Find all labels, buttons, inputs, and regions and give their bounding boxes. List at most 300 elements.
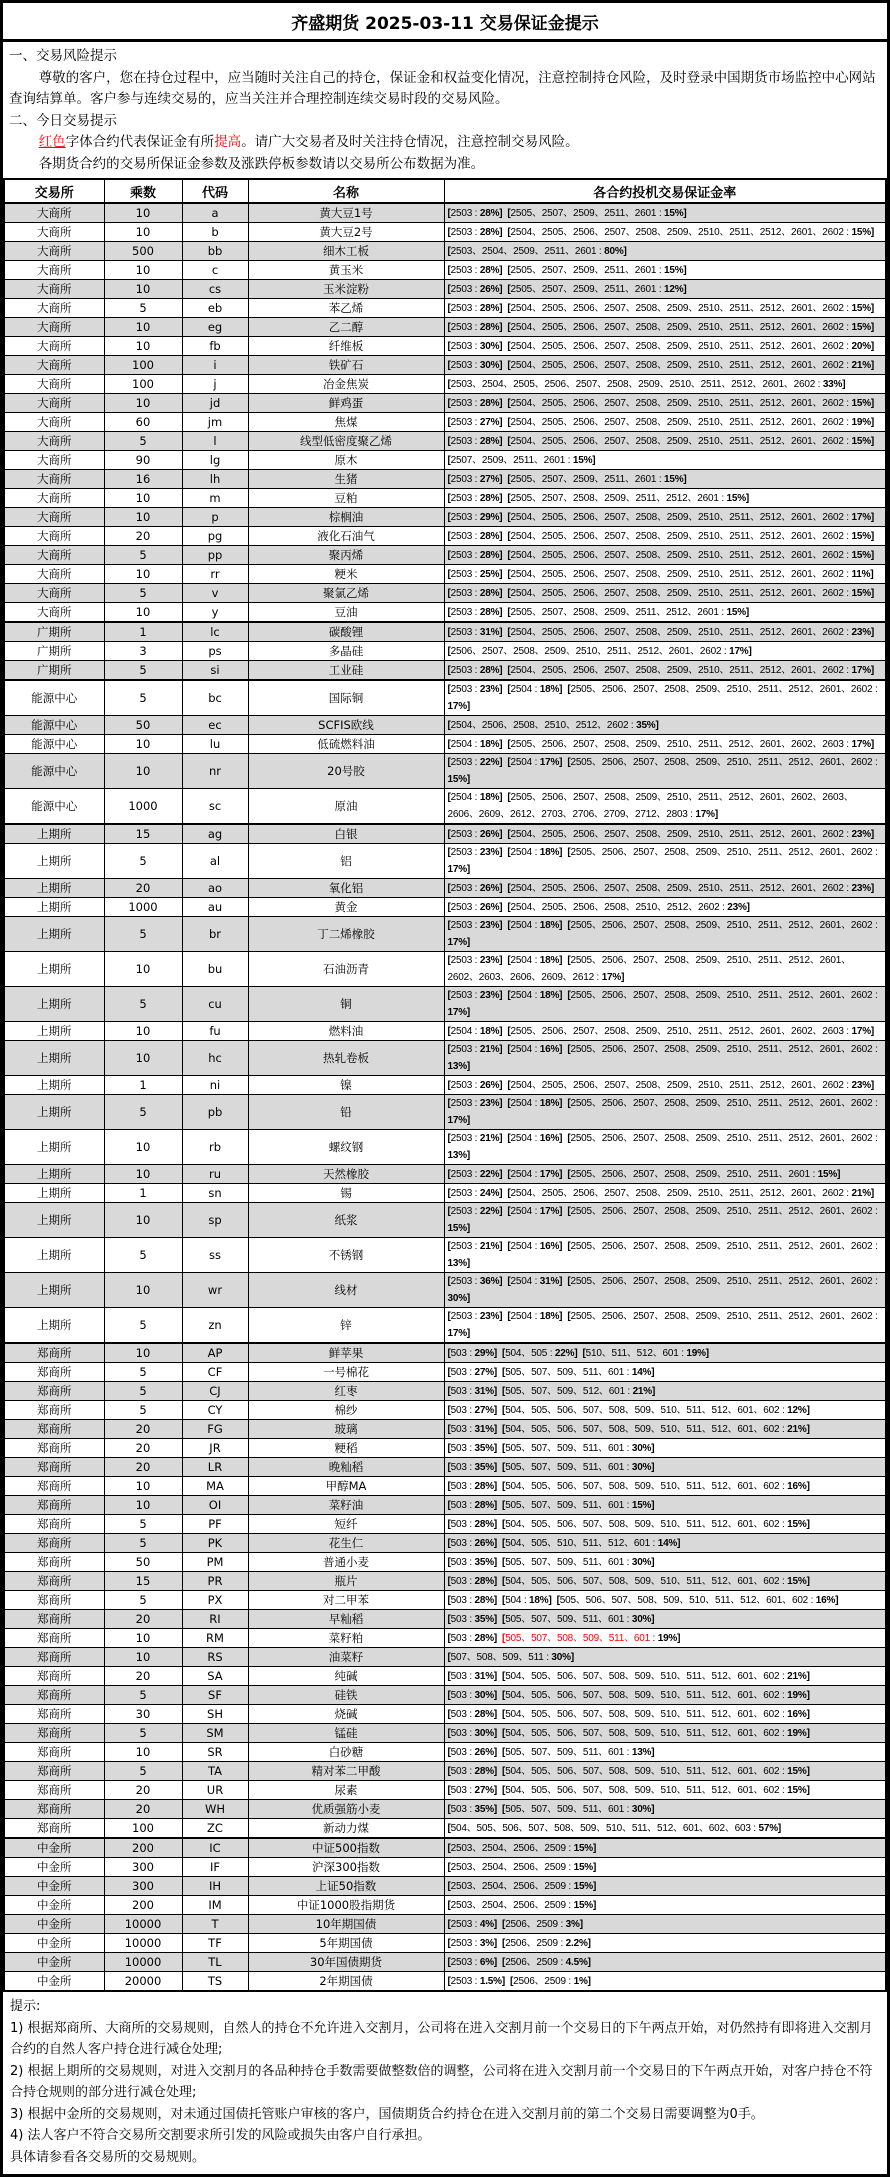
table-row: [4, 1382, 886, 1401]
name-cell: 红枣: [248, 1382, 444, 1401]
exchange-cell: 大商所: [4, 413, 104, 432]
rate-segment: [504、505、506、507、508、509、510、511、512、601、602 : 12%]: [502, 1404, 810, 1416]
rate-segment: [503 : 28%]: [447, 1765, 498, 1777]
table-row: [4, 1572, 886, 1591]
margin-rates-cell: [444, 1934, 886, 1953]
code-cell: sc: [182, 789, 248, 825]
exchange-cell: 郑商所: [4, 1705, 104, 1724]
rate-segment: [2504、2505、2506、2507、2508、2509、2510、2511、2512、2601、2602 : 11%]: [507, 568, 874, 580]
exchange-cell: 郑商所: [4, 1401, 104, 1420]
margin-rates-cell: [444, 603, 886, 623]
rate-segment: [2503 : 23%]: [447, 990, 503, 1001]
page-title: 齐盛期货 2025-03-11 交易保证金提示: [3, 3, 887, 42]
multiplier-cell: 5: [104, 1724, 182, 1743]
table-row: [4, 1648, 886, 1667]
rate-segment: [505、507、509、511、601 : 15%]: [502, 1499, 655, 1511]
rate-segment: [2505、2506、2507、2508、2509、2510、2511、2512、2601、2602 : 17%]: [447, 990, 878, 1018]
rate-segment: [2504 : 18%]: [507, 684, 563, 695]
rate-segment: [504、505、506、507、508、509、510、511、512、601、602 : 21%]: [502, 1670, 810, 1682]
rate-segment: [2505、2507、2508、2509、2511、2512、2601 : 15%]: [507, 492, 750, 504]
multiplier-cell: 10: [104, 1477, 182, 1496]
multiplier-cell: 5: [104, 1095, 182, 1130]
name-cell: 焦煤: [248, 413, 444, 432]
rate-segment: [2503 : 23%]: [447, 920, 503, 931]
rate-segment: [2505、2506、2507、2508、2509、2510、2511、2512、2601、2602 : 17%]: [447, 684, 878, 712]
margin-rates-cell: [444, 508, 886, 527]
code-cell: m: [182, 489, 248, 508]
exchange-cell: 郑商所: [4, 1819, 104, 1839]
code-cell: ps: [182, 642, 248, 661]
margin-rates-cell: [444, 1496, 886, 1515]
code-cell: ec: [182, 716, 248, 735]
code-cell: ni: [182, 1076, 248, 1095]
table-row: [4, 1076, 886, 1095]
name-cell: 白银: [248, 824, 444, 844]
multiplier-cell: 20: [104, 1439, 182, 1458]
rate-segment: [2503 : 27%]: [447, 473, 503, 485]
name-cell: 国际铜: [248, 680, 444, 716]
rate-segment: [2505、2506、2507、2508、2509、2510、2511、2512、2601、2602 : 15%]: [447, 757, 878, 785]
multiplier-cell: 3: [104, 642, 182, 661]
multiplier-cell: 10000: [104, 1934, 182, 1953]
name-cell: 菜籽粕: [248, 1629, 444, 1648]
rate-segment: [503 : 28%]: [447, 1708, 498, 1720]
margin-rates-cell: [444, 584, 886, 603]
table-row: [4, 1130, 886, 1165]
rate-segment: [2503 : 26%]: [447, 882, 503, 894]
notes-label: 提示:: [10, 1999, 41, 2014]
header-name: 名称: [248, 179, 444, 203]
code-cell: RM: [182, 1629, 248, 1648]
code-cell: zn: [182, 1308, 248, 1344]
name-cell: 聚氯乙烯: [248, 584, 444, 603]
exchange-cell: 中金所: [4, 1915, 104, 1934]
table-row: [4, 527, 886, 546]
table-row: [4, 1420, 886, 1439]
margin-rates-cell: [444, 1439, 886, 1458]
margin-rates-cell: [444, 356, 886, 375]
name-cell: 菜籽油: [248, 1496, 444, 1515]
name-cell: 晚籼稻: [248, 1458, 444, 1477]
rate-segment: [503 : 31%]: [447, 1385, 498, 1397]
multiplier-cell: 1000: [104, 898, 182, 917]
exchange-cell: 郑商所: [4, 1572, 104, 1591]
code-cell: TS: [182, 1972, 248, 1992]
code-cell: CF: [182, 1363, 248, 1382]
margin-rates-cell: [444, 754, 886, 789]
multiplier-cell: 30: [104, 1705, 182, 1724]
code-cell: PR: [182, 1572, 248, 1591]
code-cell: a: [182, 203, 248, 223]
multiplier-cell: 10: [104, 952, 182, 987]
exchange-cell: 郑商所: [4, 1610, 104, 1629]
name-cell: 棕榈油: [248, 508, 444, 527]
code-cell: eg: [182, 318, 248, 337]
intro-section: [3, 42, 887, 178]
table-row: [4, 1515, 886, 1534]
multiplier-cell: 5: [104, 546, 182, 565]
name-cell: 热轧卷板: [248, 1041, 444, 1076]
margin-rates-cell: [444, 337, 886, 356]
rate-segment: [503 : 28%]: [447, 1594, 498, 1606]
rate-segment: [503 : 35%]: [447, 1442, 498, 1454]
multiplier-cell: 15: [104, 824, 182, 844]
margin-rates-cell: [444, 1553, 886, 1572]
rate-segment: [2506、2509 : 1%]: [509, 1975, 591, 1987]
name-cell: 生猪: [248, 470, 444, 489]
exchange-cell: 郑商所: [4, 1439, 104, 1458]
multiplier-cell: 20: [104, 1420, 182, 1439]
table-row: [4, 1553, 886, 1572]
multiplier-cell: 20: [104, 1800, 182, 1819]
table-row: [4, 1877, 886, 1896]
table-row: [4, 356, 886, 375]
rate-segment: [2503 : 21%]: [447, 1044, 503, 1055]
rate-segment: [2503 : 22%]: [447, 1168, 503, 1180]
note-item: 2) 根据上期所的交易规则，对进入交割月的各品种持仓手数需要做整数倍的调整，公司将在进入交割月前一个交易日的下午两点开始，对客户持仓不符合持仓规则的部分进行减仓处理;: [10, 2063, 873, 2100]
rate-segment: [2503 : 28%]: [447, 530, 503, 542]
rate-segment: [2505、2506、2507、2508、2509、2510、2511、2512、2601、2602 : 17%]: [447, 920, 878, 948]
exchange-cell: 中金所: [4, 1972, 104, 1992]
table-row: [4, 299, 886, 318]
name-cell: 优质强筋小麦: [248, 1800, 444, 1819]
table-row: [4, 1496, 886, 1515]
name-cell: 烧碱: [248, 1705, 444, 1724]
multiplier-cell: 300: [104, 1877, 182, 1896]
margin-rates-cell: [444, 489, 886, 508]
margin-rates-cell: [444, 987, 886, 1022]
exchange-cell: 郑商所: [4, 1629, 104, 1648]
header-multiplier: 乘数: [104, 179, 182, 203]
risk-section-title: 一、交易风险提示: [9, 48, 117, 64]
exchange-cell: 上期所: [4, 844, 104, 879]
table-row: [4, 1041, 886, 1076]
rate-segment: [504、505、506、507、508、509、510、511、512、601、602 : 21%]: [502, 1423, 810, 1435]
today-notice-line: [9, 132, 881, 154]
name-cell: 硅铁: [248, 1686, 444, 1705]
margin-rates-cell: [444, 1648, 886, 1667]
table-row: [4, 584, 886, 603]
name-cell: 丁二烯橡胶: [248, 917, 444, 952]
table-row: [4, 844, 886, 879]
multiplier-cell: 10: [104, 203, 182, 223]
rate-segment: [2505、2507、2509、2511、2601 : 15%]: [507, 207, 687, 219]
rate-segment: [2504 : 18%]: [447, 792, 503, 803]
table-row: [4, 898, 886, 917]
margin-rates-cell: [444, 642, 886, 661]
name-cell: 天然橡胶: [248, 1165, 444, 1184]
margin-rates-cell: [444, 1273, 886, 1308]
name-cell: 纸浆: [248, 1203, 444, 1238]
code-cell: WH: [182, 1800, 248, 1819]
rate-segment: [2505、2506、2507、2508、2509、2510、2511、2512、2601、2602 : 17%]: [447, 1098, 878, 1126]
code-cell: SM: [182, 1724, 248, 1743]
exchange-cell: 郑商所: [4, 1591, 104, 1610]
name-cell: 一号棉花: [248, 1363, 444, 1382]
name-cell: 鲜苹果: [248, 1343, 444, 1363]
table-row: [4, 680, 886, 716]
margin-rates-cell: [444, 1420, 886, 1439]
margin-rates-cell: [444, 1203, 886, 1238]
multiplier-cell: 5: [104, 1515, 182, 1534]
exchange-cell: 上期所: [4, 1095, 104, 1130]
table-row: [4, 1022, 886, 1041]
multiplier-cell: 20: [104, 1781, 182, 1800]
table-row: [4, 318, 886, 337]
margin-rates-cell: [444, 375, 886, 394]
rate-segment: [2503 : 28%]: [447, 549, 503, 561]
name-cell: 多晶硅: [248, 642, 444, 661]
name-cell: 沪深300指数: [248, 1858, 444, 1877]
multiplier-cell: 1: [104, 1076, 182, 1095]
name-cell: SCFIS欧线: [248, 716, 444, 735]
code-cell: lg: [182, 451, 248, 470]
code-cell: al: [182, 844, 248, 879]
header-exchange: 交易所: [4, 179, 104, 203]
exchange-cell: 上期所: [4, 1041, 104, 1076]
exchange-cell: 郑商所: [4, 1648, 104, 1667]
rate-segment: [2504、2505、2506、2507、2508、2509、2510、2511、2512、2601、2602 : 21%]: [507, 359, 875, 371]
table-row: [4, 603, 886, 623]
margin-rates-cell: [444, 1724, 886, 1743]
code-cell: hc: [182, 1041, 248, 1076]
rate-segment: [2503 : 21%]: [447, 1241, 503, 1252]
multiplier-cell: 10: [104, 1343, 182, 1363]
multiplier-cell: 200: [104, 1838, 182, 1858]
note-item: 4) 法人客户不符合交易所交割要求所引发的风险或损失由客户自行承担。: [10, 2128, 431, 2143]
multiplier-cell: 5: [104, 1534, 182, 1553]
table-row: [4, 470, 886, 489]
margin-rates-cell: [444, 1743, 886, 1762]
multiplier-cell: 1000: [104, 789, 182, 825]
rate-segment: [2504 : 31%]: [507, 1276, 563, 1287]
rate-segment: [2503 : 21%]: [447, 1133, 503, 1144]
rate-segment: [505、507、509、511、601 : 30%]: [502, 1461, 655, 1473]
name-cell: 纯碱: [248, 1667, 444, 1686]
multiplier-cell: 10: [104, 1496, 182, 1515]
table-row: [4, 879, 886, 898]
rate-segment: [2503 : 26%]: [447, 283, 503, 295]
table-row: [4, 375, 886, 394]
table-row: [4, 754, 886, 789]
rate-segment: [2503 : 26%]: [447, 901, 503, 913]
rate-segment: [2505、2506、2507、2508、2509、2510、2511、2512、2601、2602 : 13%]: [447, 1044, 878, 1072]
rate-segment: [503 : 28%]: [447, 1480, 498, 1492]
name-cell: 棉纱: [248, 1401, 444, 1420]
margin-rates-cell: [444, 318, 886, 337]
exchange-cell: 中金所: [4, 1858, 104, 1877]
table-row: [4, 917, 886, 952]
rate-segment: [2504 : 18%]: [447, 1025, 503, 1037]
name-cell: 黄金: [248, 898, 444, 917]
multiplier-cell: 10: [104, 489, 182, 508]
rate-segment: [503 : 31%]: [447, 1423, 498, 1435]
table-row: [4, 261, 886, 280]
raised-word: 提高: [214, 134, 242, 150]
table-row: [4, 1667, 886, 1686]
table-row: [4, 1238, 886, 1273]
multiplier-cell: 16: [104, 470, 182, 489]
code-cell: JR: [182, 1439, 248, 1458]
name-cell: 燃料油: [248, 1022, 444, 1041]
exchange-cell: 广期所: [4, 622, 104, 642]
note-item: 具体请参看各交易所的交易规则。: [10, 2149, 206, 2165]
rate-segment: [2503 : 31%]: [447, 626, 503, 638]
name-cell: 碳酸锂: [248, 622, 444, 642]
code-cell: v: [182, 584, 248, 603]
margin-rates-cell: [444, 1022, 886, 1041]
rate-segment: [2503 : 1.5%]: [447, 1975, 505, 1987]
multiplier-cell: 200: [104, 1896, 182, 1915]
code-cell: MA: [182, 1477, 248, 1496]
exchange-cell: 上期所: [4, 1273, 104, 1308]
multiplier-cell: 20: [104, 527, 182, 546]
table-row: [4, 1686, 886, 1705]
multiplier-cell: 5: [104, 987, 182, 1022]
code-cell: sn: [182, 1184, 248, 1203]
code-cell: pg: [182, 527, 248, 546]
table-row: [4, 789, 886, 825]
exchange-cell: 大商所: [4, 318, 104, 337]
margin-rates-cell: [444, 413, 886, 432]
exchange-cell: 大商所: [4, 203, 104, 223]
name-cell: 线材: [248, 1273, 444, 1308]
rate-segment: [503 : 28%]: [447, 1518, 498, 1530]
exchange-cell: 上期所: [4, 879, 104, 898]
code-cell: c: [182, 261, 248, 280]
margin-rates-cell: [444, 1363, 886, 1382]
rate-segment: [2504 : 16%]: [507, 1241, 563, 1252]
name-cell: 短纤: [248, 1515, 444, 1534]
rate-segment: [2505、2506、2507、2508、2509、2510、2511、2512、2601、2602 : 13%]: [447, 1133, 878, 1161]
multiplier-cell: 10: [104, 280, 182, 299]
margin-rates-cell: [444, 622, 886, 642]
rate-segment: [2505、2507、2509、2511、2601 : 15%]: [507, 264, 687, 276]
multiplier-cell: 1: [104, 622, 182, 642]
rate-segment: [2503 : 28%]: [447, 226, 503, 238]
table-row: [4, 661, 886, 681]
margin-rates-cell: [444, 1915, 886, 1934]
rate-segment: [2503、2504、2505、2506、2507、2508、2509、2510、2511、2512、2601、2602 : 33%]: [447, 378, 846, 390]
margin-rates-cell: [444, 824, 886, 844]
rate-segment: [2503 : 23%]: [447, 1098, 503, 1109]
exchange-cell: 郑商所: [4, 1553, 104, 1572]
code-cell: nr: [182, 754, 248, 789]
exchange-cell: 郑商所: [4, 1743, 104, 1762]
table-row: [4, 1896, 886, 1915]
name-cell: 鲜鸡蛋: [248, 394, 444, 413]
rate-segment: [2503 : 22%]: [447, 757, 503, 768]
rate-segment: [2503 : 30%]: [447, 340, 503, 352]
margin-rates-cell: [444, 1238, 886, 1273]
today-notice-suffix: 。请广大交易者及时关注持仓情况，注意控制交易风险。: [241, 134, 579, 150]
table-row: [4, 1203, 886, 1238]
rate-segment: [505、507、509、511、601 : 14%]: [502, 1366, 655, 1378]
rate-segment: [2505、2506、2507、2508、2509、2510、2511、2601 : 15%]: [567, 1168, 841, 1180]
table-row: [4, 1858, 886, 1877]
rate-segment: [2503、2504、2506、2509 : 15%]: [447, 1861, 597, 1873]
rate-segment: [2504、2505、2506、2507、2508、2509、2510、2511、2512、2601、2602 : 15%]: [507, 321, 875, 333]
table-row: [4, 1458, 886, 1477]
rate-segment: [505、506、507、508、509、510、511、512、601、602 : 16%]: [556, 1594, 839, 1606]
rate-segment: [503 : 35%]: [447, 1556, 498, 1568]
multiplier-cell: 10: [104, 565, 182, 584]
rate-segment: [505、507、509、511、601 : 13%]: [502, 1746, 655, 1758]
table-row: [4, 1724, 886, 1743]
name-cell: 苯乙烯: [248, 299, 444, 318]
margin-rates-cell: [444, 1184, 886, 1203]
rate-segment: [2504 : 17%]: [507, 1206, 563, 1217]
margin-rates-cell: [444, 1819, 886, 1839]
margin-rates-cell: [444, 261, 886, 280]
table-row: [4, 1477, 886, 1496]
rate-segment: [504、505、506、507、508、509、510、511、512、601、602、603 : 57%]: [447, 1822, 782, 1834]
multiplier-cell: 5: [104, 1591, 182, 1610]
margin-rates-cell: [444, 242, 886, 261]
rate-segment: [503 : 28%]: [447, 1499, 498, 1511]
exchange-cell: 郑商所: [4, 1363, 104, 1382]
multiplier-cell: 100: [104, 375, 182, 394]
code-cell: CY: [182, 1401, 248, 1420]
name-cell: 对二甲苯: [248, 1591, 444, 1610]
table-row: [4, 1819, 886, 1839]
rate-segment: [2504、2505、2506、2507、2508、2509、2510、2511、2512、2601、2602 : 15%]: [507, 549, 875, 561]
rate-segment: [2505、2507、2509、2511、2601 : 15%]: [507, 473, 687, 485]
margin-rates-cell: [444, 203, 886, 223]
exchange-cell: 大商所: [4, 299, 104, 318]
exchange-cell: 上期所: [4, 824, 104, 844]
name-cell: 聚丙烯: [248, 546, 444, 565]
rate-segment: [2504、2505、2506、2507、2508、2509、2510、2511、2512、2601、2602 : 15%]: [507, 397, 875, 409]
rate-segment: [2503 : 24%]: [447, 1187, 503, 1199]
exchange-cell: 上期所: [4, 1238, 104, 1273]
exchange-cell: 大商所: [4, 527, 104, 546]
rate-segment: [2504 : 18%]: [447, 738, 503, 750]
rate-segment: [2504 : 16%]: [507, 1044, 563, 1055]
code-cell: CJ: [182, 1382, 248, 1401]
note-item: 3) 根据中金所的交易规则，对未通过国债托管账户审核的客户，国债期货合约持仓在进入交割月前的第二个交易日需要调整为0手。: [10, 2106, 764, 2122]
exchange-cell: 大商所: [4, 470, 104, 489]
rate-segment: [503 : 30%]: [447, 1689, 498, 1701]
exchange-cell: 郑商所: [4, 1420, 104, 1439]
table-row: [4, 1743, 886, 1762]
header-code: 代码: [182, 179, 248, 203]
table-row: [4, 1401, 886, 1420]
name-cell: 镍: [248, 1076, 444, 1095]
code-cell: cs: [182, 280, 248, 299]
margin-rates-cell: [444, 680, 886, 716]
rate-segment: [2503 : 26%]: [447, 828, 503, 840]
exchange-cell: 能源中心: [4, 716, 104, 735]
code-cell: j: [182, 375, 248, 394]
margin-rates-cell: [444, 1534, 886, 1553]
rate-segment: [504、505、506、507、508、509、510、511、512、601、602 : 16%]: [502, 1480, 810, 1492]
multiplier-cell: 100: [104, 356, 182, 375]
multiplier-cell: 10: [104, 337, 182, 356]
code-cell: TL: [182, 1953, 248, 1972]
multiplier-cell: 10: [104, 1130, 182, 1165]
rate-segment: [2505、2507、2509、2511、2601 : 12%]: [507, 283, 687, 295]
multiplier-cell: 10: [104, 735, 182, 754]
rate-segment: [2505、2506、2507、2508、2509、2510、2511、2512、2601、2602 : 30%]: [447, 1276, 878, 1304]
rate-segment: [503 : 26%]: [447, 1746, 498, 1758]
code-cell: IH: [182, 1877, 248, 1896]
table-row: [4, 716, 886, 735]
exchange-cell: 郑商所: [4, 1534, 104, 1553]
name-cell: 铜: [248, 987, 444, 1022]
rate-segment: [2504、2505、2506、2507、2508、2509、2510、2511、2512、2601、2602 : 17%]: [507, 511, 875, 523]
rate-segment: [2506、2509 : 3%]: [502, 1918, 583, 1930]
